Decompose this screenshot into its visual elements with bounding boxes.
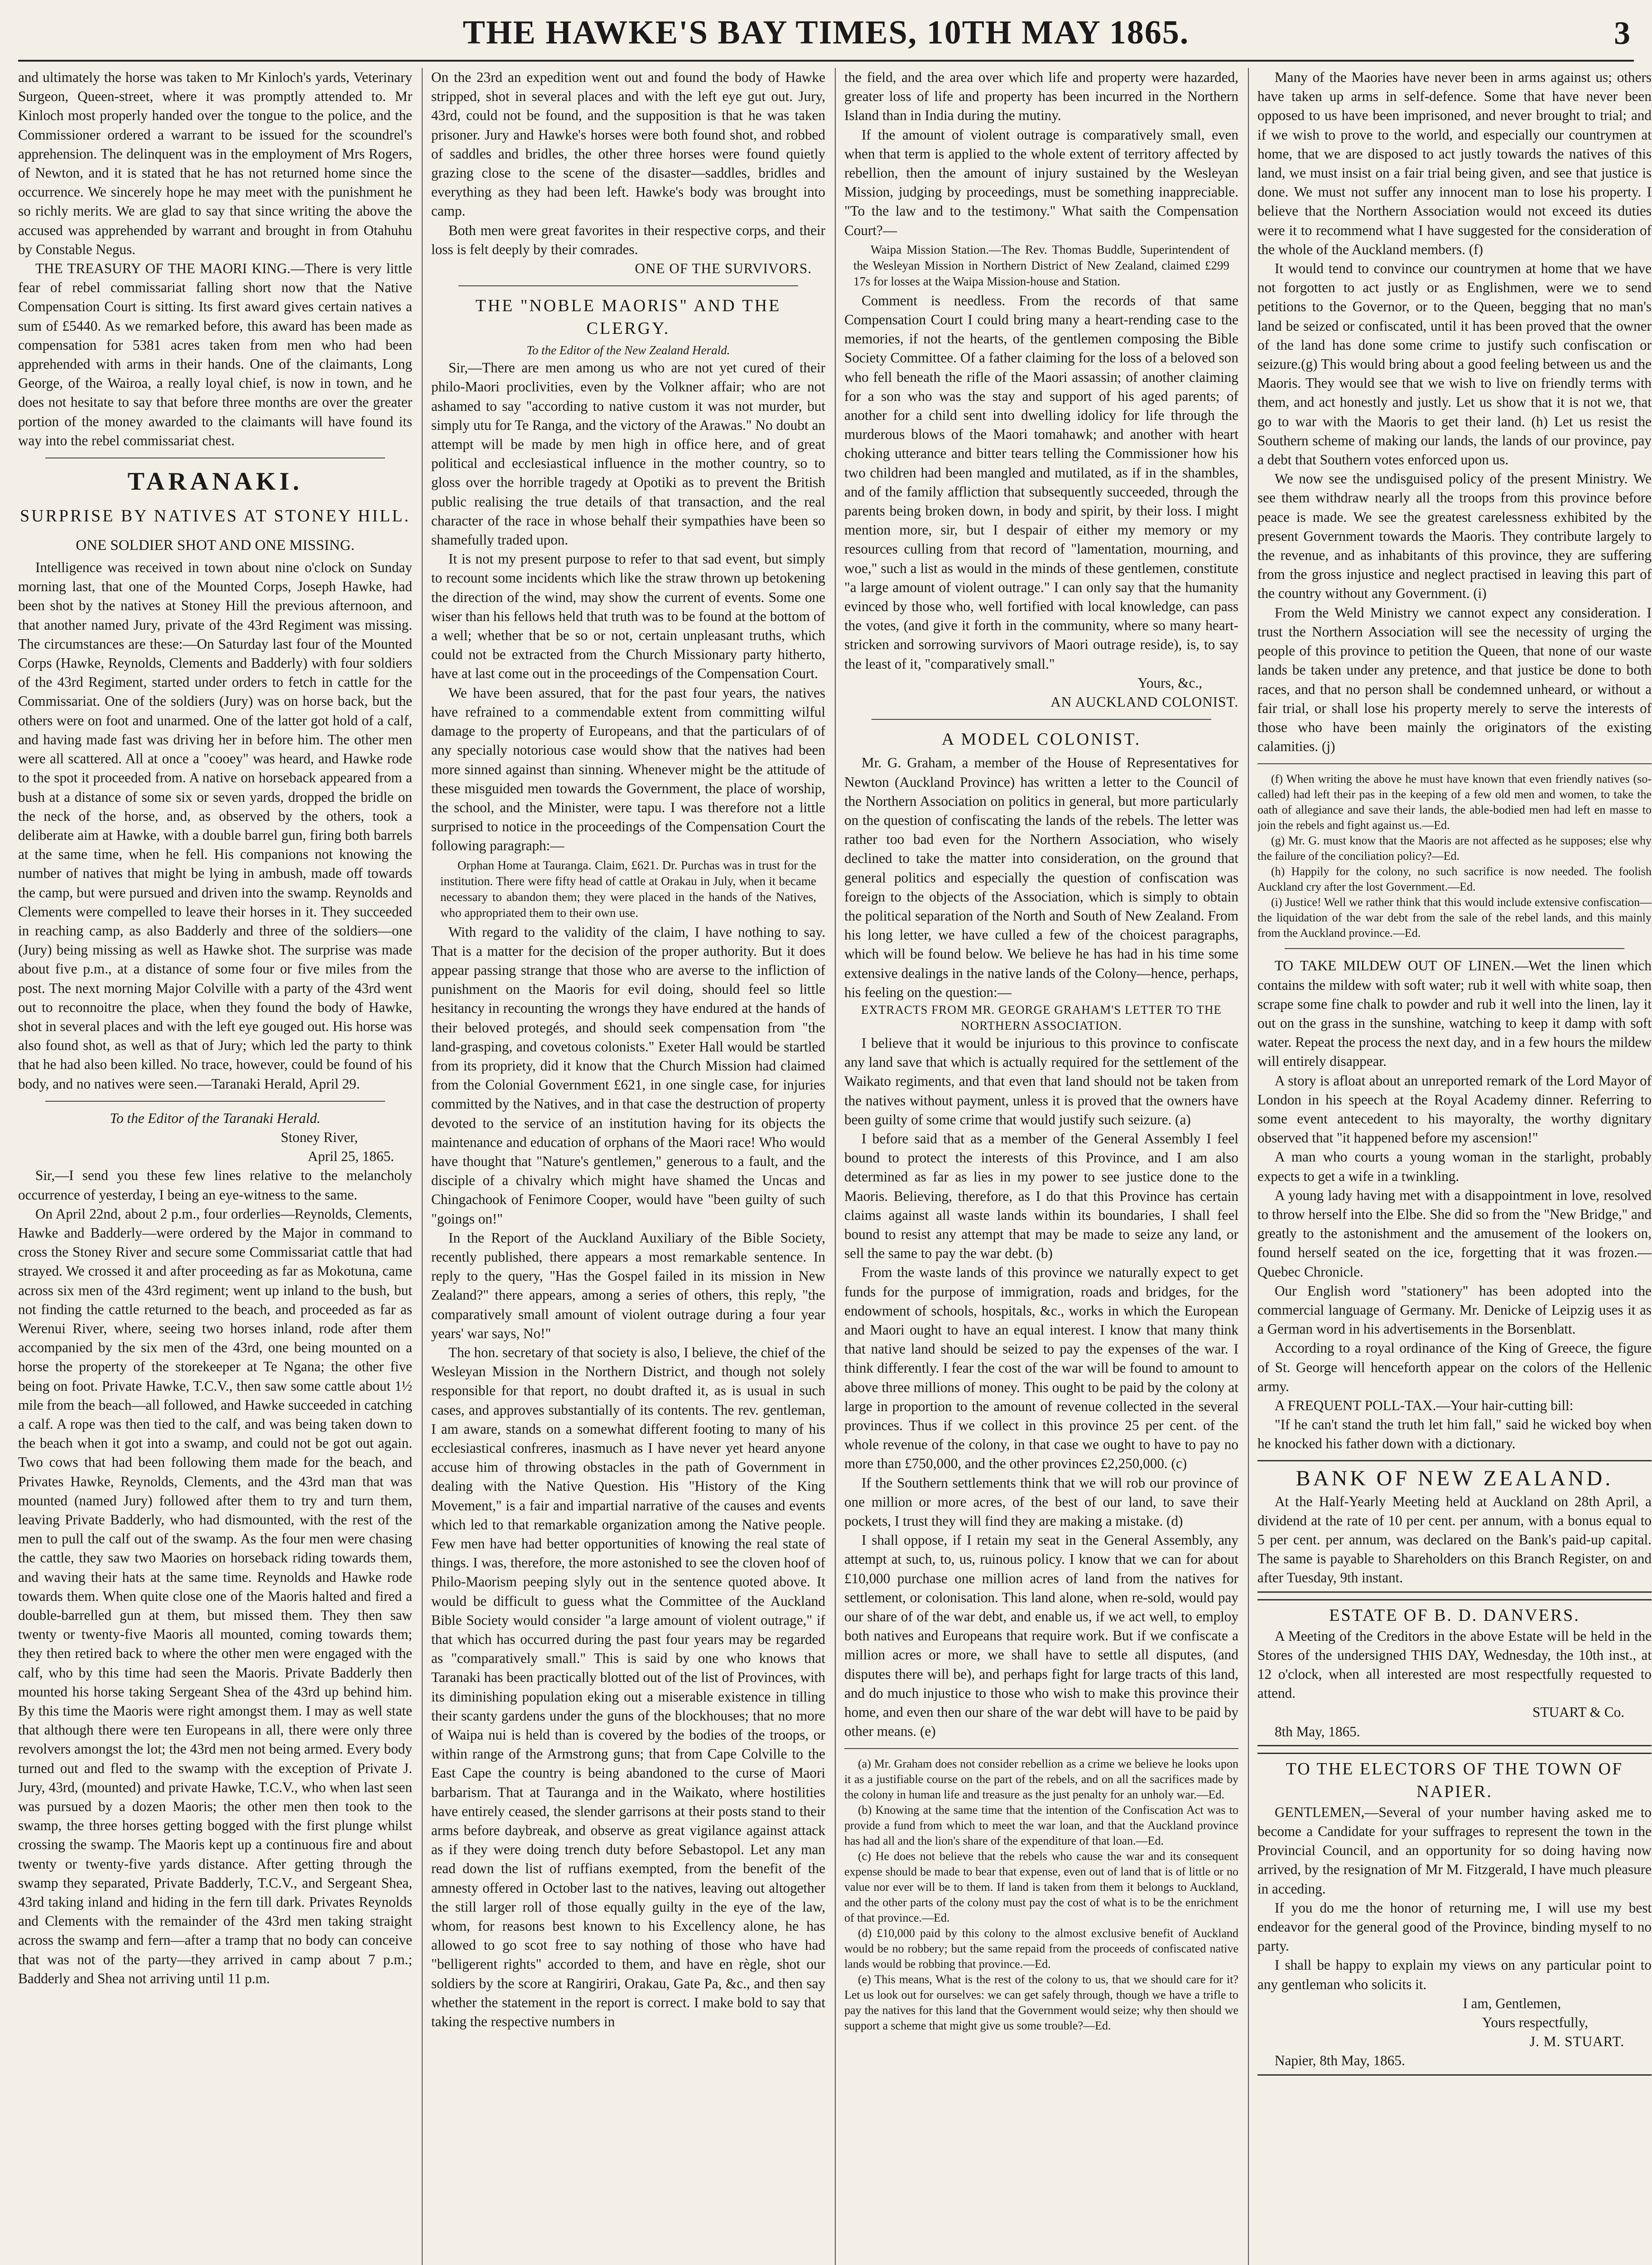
ad-estate-danvers [1257, 1599, 1652, 1746]
electors-date: Napier, 8th May, 1865. [1275, 2053, 1405, 2069]
bank-heading: BANK OF NEW ZEALAND. [1296, 1466, 1613, 1490]
letter-place: Stoney River, [280, 1129, 358, 1145]
electors-signature: J. M. STUART. [1530, 2034, 1624, 2050]
electors-heading: TO THE ELECTORS OF THE TOWN OF NAPIER. [1286, 1759, 1623, 1801]
electors-sign-2: Yours respectfully, [1482, 2014, 1588, 2031]
noble-maoris-heading: THE "NOBLE MAORIS" AND THE CLERGY. [475, 296, 781, 338]
noble-paragraph: With regard to the validity of the claim, I have nothing to say. That is a matter for the decision of the proper authority. But it does appear passing strange that those who are averse to the infliction of punishment on the Maoris for evil doing, should feel so little hesitancy in recounting the wrongs they have endured at the hands of their beloved protegés, and should seek compensation from "the land-grasping, and covetous colonists." Exeter Hall would be startled from its propriety, did it know that the Church Mission had claimed from the Colonial Government £621, in one single case, for injuries committed by the Natives, and in that case the destruction of property devoted to the service of an institution having for its objects the maintenance and education of orphans of the Maori race! Who would have thought that "Nature's gentlemen," generous to a fault, and the disciple of a chivalry which might have shamed the Uncas and Chingachook of Fenimore Cooper, would have "been guilty of such "goings on!" [431, 924, 825, 1227]
paragraph-mildew: TO TAKE MILDEW OUT OF LINEN.—Wet the linen which contains the mildew with soft water; rub it well with white soap, then scrape some fine chalk to powder and rub it well into the linen, lay it out on the grass in the sunshine, watching to keep it damp with soft water. Repeat the process the next day, and in a few hours the mildew will entirely disappear. [1257, 958, 1652, 1070]
noble-quote: Orphan Home at Tauranga. Claim, £621. Dr. Purchas was in trust for the institution. There were fifty head of cattle at Orakau in July, when it became necessary to abandon them; they were placed in the hands of the Natives, who appropriated them to their own use. [440, 858, 816, 920]
paragraph-stationery: Our English word "stationery" has been adopted into the commercial language of Germany. Mr. Denicke of Leipzig uses it as a German word in his advertisements in the Borsenblatt. [1257, 1282, 1652, 1337]
footnote-divider [1257, 763, 1652, 764]
paragraph-lord-mayor: A story is afloat about an unreported remark of the Lord Mayor of London in his speech at the Royal Academy dinner. Referring to some event antecedent to his mayoralty, the worthy dignitary observed that "it happened before my ascension!" [1257, 1072, 1652, 1146]
model-paragraph: From the Weld Ministry we cannot expect any consideration. I trust the Northern Association will see the necessity of urging the people of this province to petition the Queen, that none of our waste lands be taken under any pretence, and that justice be done to both races, and that no person shall be condemned unheard, or without a fair trial, or shall lose his property merely to serve the interests of those who have been mainly the originators of the existing calamities. (j) [1257, 604, 1652, 755]
noble-quote: Waipa Mission Station.—The Rev. Thomas Buddle, Superintendent of the Wesleyan Mission in Northern District of New Zealand, claimed £299 17s for losses at the Waipa Mission-house and Station. [853, 242, 1229, 288]
noble-signature: AN AUCKLAND COLONIST. [1050, 694, 1238, 710]
column-rule [835, 68, 836, 2265]
divider [458, 285, 798, 286]
columns [18, 68, 1652, 2265]
estate-body: A Meeting of the Creditors in the above Estate will be held in the Stores of the undersigned THIS DAY, Wednesday, the 10th inst., at 12 o'clock, when all interested are most respectfully requested to attend. [1257, 1628, 1652, 1701]
noble-continuation: the field, and the area over which life and property were hazarded, greater loss of life and property has been incurred in the Northern Island than in India during the mutiny. [844, 69, 1238, 124]
estate-date: 8th May, 1865. [1275, 1723, 1360, 1740]
model-continuation: Many of the Maories have never been in arms against us; others have taken up arms in self-defence. Some that have never been opposed to us have been imprisoned, and never brought to trial; and if we wish to prove to the world, and especially our countrymen at home, that we are disposed to act justly towards the natives of this land, we must insist on a fair trial being given, and see that justice is done. We must not suffer any innocent man to lose his property. I believe that the Northern Association would not exceed its duties were it to recommend what I have suggested for the consideration of the whole of the Auckland members. (f) [1257, 69, 1652, 257]
footnote: (a) Mr. Graham does not consider rebellion as a crime we believe he looks upon it as a justifiable course on the part of the rebels, and on all the sacrifices made by the colony in human life and treasure as the just penalty for an unholy war.—Ed. [844, 1757, 1238, 1802]
footnote: (f) When writing the above he must have known that even friendly natives (so-called) had left their pas in the keeping of a few old men and women, to take the oath of allegiance and save their lands, the able-bodied men had left en masse to join the rebels and fight against us.—Ed. [1257, 772, 1652, 832]
masthead [18, 10, 1634, 62]
taranaki-report: Intelligence was received in town about nine o'clock on Sunday morning last, that one of the Mounted Corps, Joseph Hawke, had been shot by the natives at Stoney Hill the previous afternoon, and that another named Jury, private of the 43rd Regiment was missing. The circumstances are these:—On Saturday last four of the Mounted Corps (Hawke, Reynolds, Clements and Badderly) with four soldiers of the 43rd Regiment, started under orders to fetch in cattle for the Commissariat. One of the soldiers (Jury) was on horse back, but the others were on foot and unarmed. One of the latter got hold of a calf, and having made fast was driving her in before him. The other men were all scattered. All at once a "cooey" was heard, and Hawke rode to the spot it proceeded from. A native on horseback appeared from a bush at a distance of some six or seven yards, dropped the bridle on the neck of the horse, and, as observed by the others, took a deliberate aim at Hawke, with a double barrel gun, firing both barrels at the same time, when he fell. His companions not knowing the number of natives that might be lying in ambush, made off towards the camp, but were pursued and driven into the swamp. Reynolds and Clements were compelled to leave their horses in it. They succeeded in reaching camp, as also Badderly and three of the soldiers—one (Jury) being missing as well as Hawke shot. The surprise was made about five p.m., at a distance of some four or five miles from the post. The next morning Major Colville with a party of the 43rd went out to reconnoitre the place, when they found the body of Hawke, shot in several places and with the left eye gouged out. His horse was also found shot, as well as that of Jury; which led the party to think that he had also been killed. No trace, however, could be found of his body, and no natives were seen.—Taranaki Herald, April 29. [18, 559, 412, 1092]
model-paragraph: It would tend to convince our countrymen at home that we have not forgotten to act justly or as Englishmen, were we to send petitions to the Governor, or to the Queen, begging that no man's land be seized or confiscated, until it has been proved that the owner of the land has done some crime to justify such confiscation or seizure.(g) This would bring about a good feeling between us and the Maoris. They would see that we wish to live on friendly terms with them, and act honestly and justly. Let us show that it is not we, that go to war with the Maoris to get their land. (h) Let us resist the Southern scheme of making our lands, the lands of our province, pay a debt that Southern votes enforced upon us. [1257, 260, 1652, 468]
footnote: (h) Happily for the colony, no such sacrifice is now needed. The foolish Auckland cry after the lost Government.—Ed. [1257, 865, 1652, 894]
column-rule [422, 68, 423, 2265]
letter-date: April 25, 1865. [308, 1148, 394, 1165]
letter-continuation: On the 23rd an expedition went out and found the body of Hawke stripped, shot in several places and with the left eye gut out. Jury, 43rd, could not be found, and the supposition is that he was taken prisoner. Jury and Hawke's horses were both found shot, and robbed of saddles and bridles, the other three horses were found quietly grazing close to the scene of the disaster—saddles, bridles and everything as they had been left. Hawke's body was brought into camp. [431, 69, 825, 219]
column-3 [844, 68, 1238, 2265]
noble-sign-yours: Yours, &c., [1137, 675, 1202, 691]
newspaper-title: THE HAWKE'S BAY TIMES, 10TH MAY 1865. [462, 14, 1190, 51]
noble-paragraph: We have been assured, that for the past four years, the natives have refrained to a commendable extent from committing wilful damage to the property of Europeans, and that the particulars of of any specially notorious case would show that the natives had been more sinned against than sinning. Whenever might be the attitude of these misguided men towards the Government, the place of worship, the school, and the Minister, were tapu. I was therefore not a little surprised to notice in the proceedings of the Compensation Court the following paragraph:— [431, 684, 825, 854]
column-rule [1248, 68, 1249, 2265]
divider [45, 1101, 385, 1102]
model-paragraph: I shall oppose, if I retain my seat in the General Assembly, any attempt at such, to, us, ruinous policy. I know that we can for about £10,000 purchase one million acres of land from the natives for settlement, or colonisation. This land alone, when re-sold, would pay our share of of the war debt, and enable us, if we act well, to employ both natives and Europeans that require work. But if we confiscate a million acres or more, we shall have to settle all disputes, (and disputes there will be), and perhaps fight for large tracts of this land, and do much injustice to those who wish to make this province their home, and even then our share of the war debt will have to be paid by other means. (e) [844, 1532, 1238, 1740]
letter-signature: ONE OF THE SURVIVORS. [635, 260, 812, 277]
paragraph-poll-quote: "If he can't stand the truth let him fall," said he wicked boy when he knocked his father down with a dictionary. [1257, 1417, 1652, 1452]
ad-bank-of-new-zealand [1257, 1460, 1652, 1593]
noble-paragraph: If the amount of violent outrage is comparatively small, even when that term is applied to the whole extent of territory affected by rebellion, then the amount of injury sustained by the Wesleyan Mission, judging by proceedings, must be something inappreciable. "To the law and to the testimony." What saith the Compensation Court?— [844, 126, 1238, 238]
paragraph-poll-tax: A FREQUENT POLL-TAX.—Your hair-cutting bill: [1275, 1397, 1574, 1413]
letter-paragraph: Both men were great favorites in their respective corps, and their loss is felt deeply by their comrades. [431, 222, 825, 257]
article-kinloch: and ultimately the horse was taken to Mr Kinloch's yards, Veterinary Surgeon, Queen-street, where it was promptly attended to. Mr Kinloch most properly handed over the tongue to the police, and the Commissioner ordered a warrant to be issued for the scoundrel's apprehension. The delinquent was in the employment of Mrs Rogers, of Newton, and it is stated that he has not returned home since the occurrence. We sincerely hope he may meet with the punishment he so richly merits. We are glad to say that since writing the above the accused was apprehended by warrant and brought in from Otahuhu by Constable Negus. [18, 69, 412, 257]
paragraph-greece: According to a royal ordinance of the King of Greece, the figure of St. George will henceforth appear on the colors of the Hellenic army. [1257, 1340, 1652, 1394]
extracts-heading: EXTRACTS FROM MR. GEORGE GRAHAM'S LETTER TO THE NORTHERN ASSOCIATION. [861, 1002, 1222, 1032]
taranaki-subheading: SURPRISE BY NATIVES AT STONEY HILL. [19, 506, 411, 526]
taranaki-subheading-2: ONE SOLDIER SHOT AND ONE MISSING. [76, 537, 355, 554]
model-paragraph: If the Southern settlements think that we will rob our province of one million or more acres, of the best of our land, to save their pockets, I trust they will find they are making a mistake. (d) [844, 1475, 1238, 1529]
model-paragraph: We now see the undisguised policy of the present Ministry. We see them withdraw nearly all the troops from this province before peace is made. We see the greatest carelessness exhibited by the present Government towards the Maoris. They contribute largely to the revenue, and as inhabitants of this province, they are suffering from the gross injustice and neglect practised in leaving this part of the country without any Government. (i) [1257, 471, 1652, 602]
footnote: (d) £10,000 paid by this colony to the almost exclusive benefit of Auckland would be no robbery; but the same repaid from the proceeds of confiscated native lands would be robbing that province.—Ed. [844, 1927, 1238, 1971]
bank-body: At the Half-Yearly Meeting held at Auckland on 28th April, a dividend at the rate of 10 per cent. per annum, with a bonus equal to 5 per cent. per annum, was declared on the Bank's paid-up capital. The same is payable to Shareholders on this Branch Register, on and after Tuesday, 9th instant. [1257, 1493, 1652, 1586]
taranaki-heading: TARANAKI. [127, 467, 303, 496]
noble-paragraph: It is not my present purpose to refer to that sad event, but simply to recount some incidents which like the straw thrown up betokening the direction of the wind, may show the current of events. Some one wiser than his fellows held that truth was to be found at the bottom of a well; whether that be so or not, certain unpleasant truths, which could not be extracted from the Church Missionary party hitherto, have at last come out in the proceedings of the Compensation Court. [431, 551, 825, 682]
divider [872, 719, 1211, 720]
footnote: (e) This means, What is the rest of the colony to us, that we should care for it? Let us look out for ourselves: we can get safely through, though we have a trifle to pay the natives for this land that the Government would seize; why then should we support a scheme that might give us some trouble?—Ed. [844, 1973, 1238, 2033]
footnote: (g) Mr. G. must know that the Maoris are not affected as he supposes; else why the failure of the conciliation policy?—Ed. [1257, 834, 1652, 863]
footnote: (c) He does not believe that the rebels who cause the war and its consequent expense should be made to bear that expense, even out of land that is of little or no value nor ever will be to them. If land is taken from them it belongs to Auckland, and the other parts of the colony must pay the cost of what is to be the enrichment of that province.—Ed. [844, 1850, 1238, 1925]
noble-paragraph: Comment is needless. From the records of that same Compensation Court I could bring many a heart-rending case to the memories, if not the hearts, of the gentlemen composing the Bible Society Committee. Of a father claiming for the loss of a beloved son who fell beneath the rifle of the Maori assassin; of another claiming for a son who was the stay and support of his aged parents; of another for a child sent into dwelling idolicy for life through the murderous blows of the Maori tomahawk; and another with heart choking utterance and bitter tears telling the Commissioner how his two children had been mangled and mutilated, as if in the shambles, and of the family affliction that subsequently succeeded, through the parents being broken down, in body and spirit, by their loss. I might mention more, sir, but I despair of either my memory or my resources culling from that record of "lamentation, mourning, and woe," such a list as would in the minds of these gentlemen, constitute "a large amount of violent outrage." I can only say that the humanity evinced by those who, well fortified with local knowledge, can pass the votes, (and give it forth in the community, where so many heart-stricken and sorrowing survivors of Maori outrage reside), is, to say the least of it, "comparatively small." [844, 292, 1238, 672]
paragraph-elbe: A young lady having met with a disappointment in love, resolved to throw herself into the Elbe. She did so from the "New Bridge," and greatly to the astonishment and the amusement of the lookers on, found herself seated on the ice, forgetting that it was frozen.—Quebec Chronicle. [1257, 1187, 1652, 1280]
article-maori-king-treasury: THE TREASURY OF THE MAORI KING.—There is very little fear of rebel commissariat falling short now that the Native Compensation Court is sitting. Its first award gives certain natives a sum of £5440. As we remarked before, this award has been made as compensation for 5381 acres taken from men who had been apprehended with arms in their hands. One of the claimants, Long George, of the Wairoa, a really loyal chief, is now in town, and he does not hesitate to say that before three months are over the greater portion of the money awarded to the claimants will have found its way into the rebel commissariat chest. [18, 260, 412, 448]
letter-paragraph: On April 22nd, about 2 p.m., four orderlies—Reynolds, Clements, Hawke and Badderly—were ordered by the Major in command to cross the Stoney River and secure some Commissariat cattle that had strayed. We crossed it and after proceeding as far as Mokotuna, came across six men of the 43rd regiment; went up inland to the bush, but not finding the cattle returned to the beach, and proceeded as far as Werenui River, where, seeing two horses inland, rode after them accompanied by the six men of the 43rd, one being mounted on a horse the property of the storekeeper at Te Ngana; the other five being on foot. Private Hawke, T.C.V., then saw some cattle about 1½ mile from the beach—all followed, and Hawke succeeded in catching a calf. A rope was then tied to the calf, and was being taken down to the beach when it got into a swamp, and could not be got out again. Two cows that had been following them made for the beach, and Privates Hawke, Reynolds, Clements, and the 43rd man that was mounted (named Jury) followed after them to try and turn them, leaving Private Badderly, who had dismounted, with the rest of the men to pull the calf out of the swamp. As the four men were chasing the cattle, they saw two Maories on horseback riding towards them, and waving their hats at the same time. Reynolds and Hawke rode towards them. When quite close one of the Maoris halted and fired a double-barrelled gun at them, but missed them. They then saw twenty or twenty-five Maoris all mounted, coming towards them; they then retired back to where the other men were engaged with the calf, who by this time had seen the Maoris. Private Badderly then mounted his horse taking Sergeant Shea of the 43rd up behind him. By this time the Maoris were right amongst them. I may as well state that although there were ten Europeans in all, there were only three revolvers amongst the lot; the 43rd men not being armed. Every body turned out and fled to the swamp with the exception of Private J. Jury, 43rd, (mounted) and private Hawke, T.C.V., who when last seen was pursued by a dozen Maoris; the other men then took to the swamp, the three horses getting bogged with the first plunge whilst crossing the swamp. The Maoris kept up a continuous fire and about twenty or twenty-five yards distance. After getting through the swamp they separated, Private Badderly, T.C.V., and Sergeant Shea, 43rd taking inland and hiding in the fern till dark. Privates Reynolds and Clements with the remainder of the 43rd men taking straight across the swamp and fern—after a tramp that no body can conceive that was not of the party—they arrived in camp about 7 p.m.; Badderly and Shea not arriving until 11 p.m. [18, 1205, 412, 1986]
noble-paragraph: The hon. secretary of that society is also, I believe, the chief of the Wesleyan Mission in the Northern District, and though not solely responsible for that report, no doubt drafted it, as is usual in such cases, and approves substantially of its contents. The rev. gentleman, I am aware, stands on a somewhat different footing to many of his ecclesiastical confreres, inasmuch as I have never yet heard anyone accuse him of throwing obstacles in the path of Government in dealing with the Native Question. His "History of the King Movement," is a fair and impartial narrative of the causes and events which led to that remarkable organization among the Native people. Few men have had better opportunities of knowing the real state of things. I was, therefore, the more astonished to see the cloven hoof of Philo-Maorism peeping slyly out in the sentence quoted above. It would be difficult to guess what the Committee of the Auckland Bible Society would consider "a large amount of violent outrage," if that which has occurred during the past four years may be regarded as "comparatively small." This is said by one who knows that Taranaki has been practically blotted out of the list of Provinces, with its diminishing population eking out a miserable existence in tilling their scanty gardens under the guns of the blockhouses; that no more of Waipa nui is held than is covered by the bodies of the troops, or within range of the Armstrong guns; that from Cape Colville to the East Cape the country is being abandoned to the curse of Maori barbarism. That at Tauranga and in the Waikato, where hostilities have entirely ceased, the slender garrisons at their posts stand to their arms before daybreak, and observe as great vigilance against attack as if they were doing trench duty before Sebastopol. Let any man read down the list of ruffians exempted, from the benefit of the amnesty offered in October last to the natives, leaving out altogether the still larger roll of those equally guilty in the eye of the law, whom, for reasons best known to his Excellency alone, he has allowed to go scot free to say nothing of those who have had "belligerent rights" accorded to them, and have en règle, shot our soldiers by the score at Rangiriri, Orakau, Gate Pa, &c., and then say whether the statement in the report is correct. I make bold to say that taking the respective numbers in [431, 1344, 825, 2030]
column-2 [431, 68, 825, 2265]
footnote-divider [844, 1748, 1238, 1749]
model-paragraph: Mr. G. Graham, a member of the House of Representatives for Newton (Auckland Province) has written a letter to the Council of the Northern Association on politics in general, but more particularly on the question of confiscating the lands of the rebels. The letter was rather too bad even for the Northern Association, who wisely declined to take the matter into consideration, on the ground that general politics and especially the question of confiscation was foreign to the objects of the Association, which is simply to obtain the political separation of the North and South of New Zealand. From his long letter, we have culled a few of the choicest paragraphs, which will be found below. We believe he has had in his time some extensive dealings in the native lands of the Colony—hence, perhaps, his feeling on the question:— [844, 755, 1238, 1000]
model-paragraph: From the waste lands of this province we naturally expect to get funds for the purpose of immigration, roads and bridges, for the endowment of schools, hospitals, &c., works in which the European and Maori ought to have an equal interest. I know that many think that native land should be seized to pay the expenses of the war. I think differently. I fear the cost of the war will be found to amount to above three millions of money. This ought to be paid by the colony at large in proportion to the amount of revenue collected in the several provinces. Thus if we collect in this province 25 per cent. of the whole revenue of the colony, in that case we ought to have to pay no more than £750,000, and the other provinces £2,250,000. (c) [844, 1264, 1238, 1472]
estate-signature: STUART & Co. [1532, 1704, 1624, 1720]
electors-sign-1: I am, Gentlemen, [1463, 1995, 1561, 2011]
model-paragraph: I before said that as a member of the General Assembly I feel bound to protect the interests of this Province, and I am also determined as far as lies in my power to see justice done to the Maoris. Believing, therefore, as I do that this Province has certain claims against all waste lands within its boundaries, I shall feel bound to resist any attempt that may be made to seize any land, or sell the same to pay the war debt. (b) [844, 1130, 1238, 1262]
page-number: 3 [1614, 15, 1630, 51]
estate-heading: ESTATE OF B. D. DANVERS. [1329, 1605, 1580, 1625]
letter-paragraph: Sir,—I send you these few lines relative to the melancholy occurrence of yesterday, I being an eye-witness to the same. [18, 1167, 412, 1203]
model-paragraph: I believe that it would be injurious to this province to confiscate any land save that which is actually required for the settlement of the Waikato regiments, and that even that land should not be taken from the natives without payment, unless it is proved that the owners have been guilty of some crime that would justify such seizure. (a) [844, 1035, 1238, 1128]
noble-addressee: To the Editor of the New Zealand Herald. [526, 343, 730, 357]
ad-electors-napier [1257, 1753, 1652, 2076]
footnote: (b) Knowing at the same time that the intention of the Confiscation Act was to provide a fund from which to meet the war loan, and that the Auckland province has had all and the lion's share of the expenditure of that loan.—Ed. [844, 1803, 1238, 1848]
electors-paragraph: I shall be happy to explain my views on any particular point to any gentleman who solicits it. [1257, 1957, 1652, 1992]
noble-paragraph: In the Report of the Auckland Auxiliary of the Bible Society, recently published, there appears a most remarkable sentence. In reply to the query, "Has the Gospel failed in its mission in New Zealand?" there appears, among a series of others, this reply, "the comparatively small amount of violent outrage during a four year years' war says, No!" [431, 1229, 825, 1341]
footnote: (i) Justice! Well we rather think that this would include extensive confiscation—the liquidation of the war debt from the sale of the rebel lands, and this mainly from the Auckland province.—Ed. [1257, 896, 1652, 940]
divider [1285, 948, 1624, 949]
electors-paragraph: If you do me the honor of returning me, I will use my best endeavor for the general good of the Province, binding myself to no party. [1257, 1899, 1652, 1954]
column-4 [1257, 68, 1652, 2265]
model-colonist-heading: A MODEL COLONIST. [941, 730, 1141, 749]
column-1 [18, 68, 412, 2265]
electors-paragraph: GENTLEMEN,—Several of your number having asked me to become a Candidate for your suffrages to represent the town in the Provincial Council, and an opportunity for so doing having now arrived, by the resignation of Mr M. Fitzgerald, I have much pleasure in acceding. [1257, 1804, 1652, 1897]
noble-paragraph: Sir,—There are men among us who are not yet cured of their philo-Maori proclivities, even by the Volkner affair; who are not ashamed to say "according to native custom it was not murder, but simply utu for Te Ranga, and the victory of the Arawas." No doubt an attempt will be made by men high in office here, and of great political and ecclesiastical influence in the mother country, so to gloss over the horrible tragedy at Opotiki as to prevent the British public realising the true details of that transaction, and the real character of the race in whose behalf their sympathies have been so shamefully traded upon. [431, 360, 825, 548]
paragraph-twinkling: A man who courts a young woman in the starlight, probably expects to get a wife in a twinkling. [1257, 1149, 1652, 1184]
letter-addressee: To the Editor of the Taranaki Herald. [110, 1110, 321, 1126]
